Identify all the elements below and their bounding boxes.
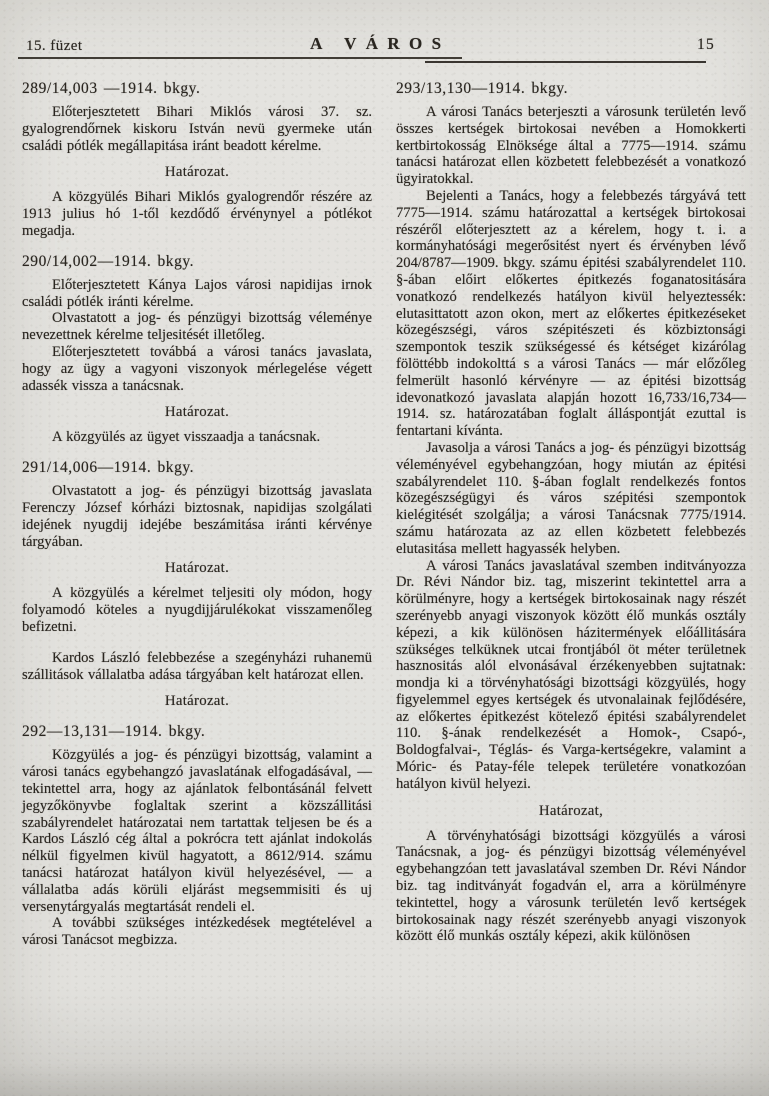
column-left (22, 78, 372, 949)
case-number: 293/13,130—1914. bkgy. (396, 80, 569, 97)
journal-title: A VÁROS (310, 34, 451, 53)
body-paragraph: Olvastatott a jog- és pénzügyi bizottság véleménye nevezettnek kérelme teljesitését illetőleg. (22, 310, 372, 344)
body-paragraph: Olvastatott a jog- és pénzügyi bizottság javaslata Ferenczy József kórházi biztosnak, napidijas szolgálati idejének nyugdij idejébe beszámitása iránti kérvénye tárgyában. (22, 483, 372, 550)
resolution-heading: Határozat. (164, 560, 230, 577)
body-paragraph: Előterjesztetett Kánya Lajos városi napidijas irnok családi pótlék iránti kérelme. (22, 276, 372, 310)
body-paragraph: Előterjesztetett továbbá a városi tanács javaslata, hogy az ügy a vagyoni viszonyok mérlegelése végett adassék vissza a tanácsnak. (22, 343, 372, 394)
body-paragraph: A közgyülés az ügyet visszaadja a tanácsnak. (52, 429, 321, 446)
body-paragraph: A városi Tanács javaslatával szemben inditványozza Dr. Révi Nándor biz. tag, miszerint tekintettel arra a körülményre, hogy a kertségek birtokosainak nagy részét szerényebb anyagi viszonyok között élő munkás osztály képezi, a kik különösen házitermények előállitására szükséges telküknek utcai frontjából öt méter területnek hasznositás alól elvonásával érzékenyebben sujtatnak: mondja ki a törvényhatósági bizottsági közgyülés, hogy figyelemmel egyes kertségek és utvonalainak fejlődésére, az előkertes épitkezést kötelező épitési szabályrendelet 110. §-ának rendelkezését a Homok-, Csapó-, Boldogfalvai-, Téglás- és Varga-kertségekre, valamint a Móric- és Patay-féle telepek területére vonatkozóan hatályon kivül helyezi. (396, 557, 746, 792)
page-number: 15 (697, 36, 715, 53)
case-number: 290/14,002—1914. bkgy. (22, 252, 195, 270)
body-paragraph: Bejelenti a Tanács, hogy a felebbezés tárgyává tett 7775—1914. számu határozattal a kertségek birtokosai részéről előterjesztett az a kérelem, hogy t. i. a kormányhatósági megerősitést nyert és érvényben lévő 204/8787—1909. bkgy. számu épitési szabályrendelet 110. §-ában előirt előkertes épitkezés foganatositására vonatkozó rendelkezés hatályon kivül helyeztessék: elutasittatott azon okon, mert az előkertes épitkezéseket közegészségi, város szépitészeti és közbiztonsági szempontok teszik szükségessé és kétséget kizárólag fölöttébb indokolttá s a városi Tanács — már előzőleg felmerült hasonló kérvényre — az épitési bizottság idevonatkozó javaslata alapján hozott 16,733/16,734—1914. sz. határozatában foglalt álláspontját ezuttal is fentartani kívánta. (396, 187, 746, 440)
resolution-heading: Határozat. (164, 164, 230, 181)
body-paragraph: Javasolja a városi Tanács a jog- és pénzügyi bizottság véleményével egybehangzóan, hogy miután az épitési szabályrendelet 110. §-ában foglalt rendelkezés fontos közegészségügyi és város szépitési szempontok kielégitését szolgálja; a városi Tanácsnak 7775/1914. számu határozata az az ellen közbetett felebbezés elutasitása mellett hagyassék helyben. (396, 439, 746, 557)
body-paragraph: Előterjesztetett Bihari Miklós városi 37. sz. gyalogrendőrnek kiskoru István nevü gyermeke után családi pótlék megállapitása iránt beadott kérelme. (22, 104, 372, 154)
issue-label: 15. füzet (26, 38, 83, 54)
resolution-heading: Határozat, (538, 802, 604, 819)
resolution-heading: Határozat. (164, 404, 230, 421)
case-number: 291/14,006—1914. bkgy. (22, 459, 195, 477)
page-header (0, 0, 769, 68)
body-paragraph: Közgyülés a jog- és pénzügyi bizottság, valamint a városi tanács egybehangzó javaslatának elfogadásával, — tekintettel arra, hogy az ajánlatok felbontásánál felvett jegyzőkönyvbe foglaltak szerint a közszállitási szabályrendelet határozatai nem tartattak teljesen be és a Kardos László cég által a pokrócra tett ajánlat indokolás nélkül figyelmen kivül hagyatott, a 8612/914. számu tanácsi határozat hatályon kivül helyezésével, — a vállalatba adás körüli eljárást megsemmisiti és uj versenytárgyalás megtartását rendeli el. (22, 747, 372, 915)
case-number: 292—13,131—1914. bkgy. (22, 723, 206, 741)
body-paragraph: Kardos László felebbezése a szegényházi ruhanemü szállitások vállalatba adása tárgyában kelt határozat ellen. (22, 649, 372, 683)
text-columns (0, 68, 769, 949)
case-number: 289/14,003 —1914. bkgy. (22, 80, 201, 97)
column-right (396, 78, 746, 949)
body-paragraph: A közgyülés a kérelmet teljesiti oly módon, hogy folyamodó köteles a nyugdijjárulékokat visszamenőleg befizetni. (22, 585, 372, 635)
body-paragraph: A városi Tanács beterjeszti a városunk területén levő összes kertségek birtokosai nevében a Homokkerti kertbirtokosság Elnöksége által a 7775—1914. számu tanácsi határozat ellen közbetett felebbezését a vonatkozó ügyiratokkal. (396, 104, 746, 188)
body-paragraph: A törvényhatósági bizottsági közgyülés a városi Tanácsnak, a jog- és pénzügyi bizottság véleményével egybehangzóan tett javaslatával szemben Dr. Révi Nándor biz. tag inditványát fogadván el, arra a körülményre tekintettel, hogy a városunk területén levő kertségek birtokosainak nagy részét szerényebb anyagi viszonyok között élő munkás osztály képezi, akik különösen (396, 827, 746, 945)
body-paragraph: A közgyülés Bihari Miklós gyalogrendőr részére az 1913 julius hó 1-től kezdődő érvénynyel a pótlékot megadja. (22, 189, 372, 239)
body-paragraph: A további szükséges intézkedések megtételével a városi Tanácsot megbizza. (22, 915, 372, 949)
header-rule-right (425, 61, 706, 63)
resolution-heading: Határozat. (164, 693, 230, 710)
header-rule-left (18, 57, 462, 59)
